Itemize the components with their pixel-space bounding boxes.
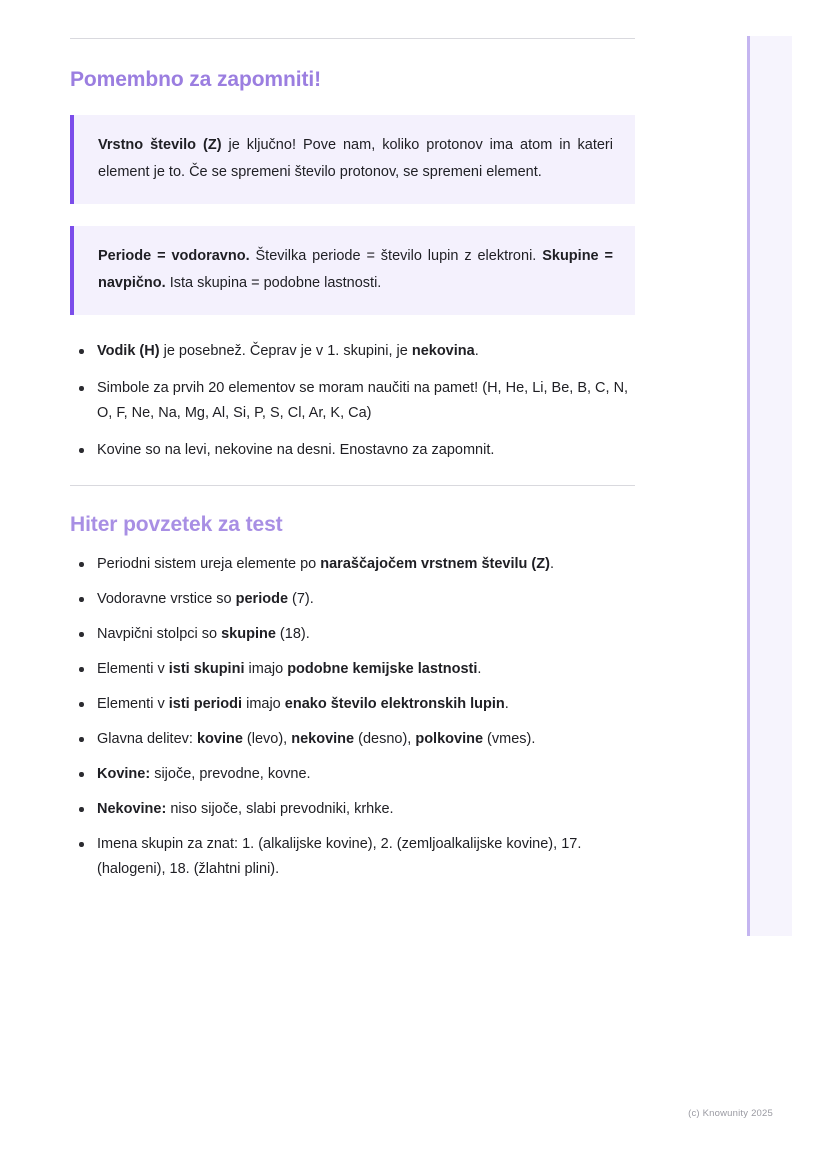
list-item: Elementi v isti skupini imajo podobne kemijske lastnosti. bbox=[70, 657, 635, 682]
section-title-summary: Hiter povzetek za test bbox=[70, 513, 283, 536]
list-item: Simbole za prvih 20 elementov se moram naučiti na pamet! (H, He, Li, Be, B, C, N, O, F, Ne, Na, Mg, Al, Si, P, S, Cl, Ar, K, Ca) bbox=[70, 376, 635, 426]
document-page bbox=[70, 0, 635, 892]
list-item: Vodik (H) je posebnež. Čeprav je v 1. skupini, je nekovina. bbox=[70, 339, 635, 364]
callout-list-important bbox=[70, 115, 635, 315]
list-item: Kovine so na levi, nekovine na desni. Enostavno za zapomnit. bbox=[70, 438, 635, 463]
bullet-list-summary bbox=[70, 552, 635, 882]
list-item: Kovine: sijoče, prevodne, kovne. bbox=[70, 762, 635, 787]
top-divider bbox=[70, 38, 635, 39]
section-divider bbox=[70, 485, 635, 486]
footer-copyright: (c) Knowunity 2025 bbox=[688, 1108, 773, 1119]
list-item: Elementi v isti periodi imajo enako število elektronskih lupin. bbox=[70, 692, 635, 717]
section-title-important: Pomembno za zapomniti! bbox=[70, 68, 321, 91]
list-item: Vodoravne vrstice so periode (7). bbox=[70, 587, 635, 612]
callout-atomic-number: Vrstno število (Z) je ključno! Pove nam, koliko protonov ima atom in kateri element je to. Če se spremeni število protonov, se spremeni element. bbox=[70, 115, 635, 204]
callout-periods-groups: Periode = vodoravno. Številka periode = število lupin z elektroni. Skupine = navpično. Ista skupina = podobne lastnosti. bbox=[70, 226, 635, 315]
list-item: Glavna delitev: kovine (levo), nekovine (desno), polkovine (vmes). bbox=[70, 727, 635, 752]
list-item: Periodni sistem ureja elemente po naraščajočem vrstnem številu (Z). bbox=[70, 552, 635, 577]
page-side-rail bbox=[747, 36, 792, 936]
bullet-list-important bbox=[70, 339, 635, 463]
list-item: Imena skupin za znat: 1. (alkalijske kovine), 2. (zemljoalkalijske kovine), 17. (halogeni), 18. (žlahtni plini). bbox=[70, 832, 635, 882]
list-item: Nekovine: niso sijoče, slabi prevodniki, krhke. bbox=[70, 797, 635, 822]
list-item: Navpični stolpci so skupine (18). bbox=[70, 622, 635, 647]
